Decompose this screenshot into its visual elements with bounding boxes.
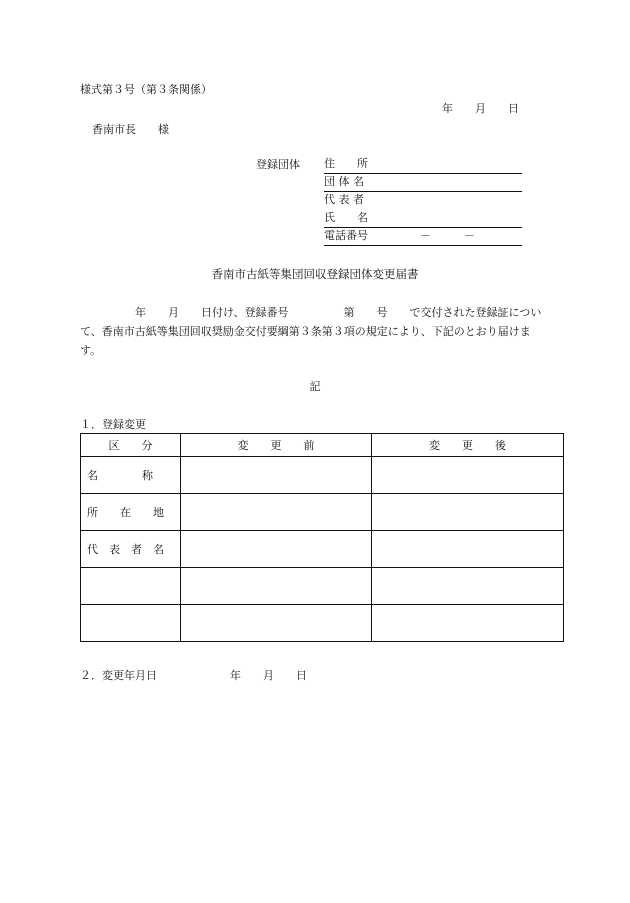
table-row <box>81 494 564 531</box>
phone-field[interactable] <box>324 227 522 246</box>
phone-label: 電話番号 <box>324 229 368 242</box>
table-row <box>81 531 564 568</box>
row-category: 名 称 <box>81 457 181 494</box>
body-paragraph: 年 月 日付け、登録番号 第 号 で交付された登録証について、香南市古紙等集団回収奨励金交付要綱第３条第３項の規定により、下記のとおり届けます。 <box>80 306 542 357</box>
after-cell[interactable] <box>372 568 564 605</box>
form-number: 様式第３号（第３条関係） <box>80 83 212 96</box>
representative-label: 代 表 者 <box>324 193 364 206</box>
addressee: 香南市長 様 <box>92 123 169 136</box>
change-date: 年 月 日 <box>230 669 307 682</box>
address-label: 住 所 <box>324 157 368 170</box>
address-field[interactable] <box>324 155 522 174</box>
document-title: 香南市古紙等集団回収登録団体変更届書 <box>211 267 419 281</box>
row-category: 所 在 地 <box>81 494 181 531</box>
row-category[interactable] <box>81 568 181 605</box>
change-table <box>80 433 564 642</box>
before-cell[interactable] <box>181 457 372 494</box>
header-category: 区 分 <box>81 434 181 457</box>
before-cell[interactable] <box>181 568 372 605</box>
registered-group-label: 登録団体 <box>256 158 300 171</box>
before-cell[interactable] <box>181 494 372 531</box>
header-after: 変 更 後 <box>372 434 564 457</box>
before-cell[interactable] <box>181 531 372 568</box>
submission-date: 年 月 日 <box>442 102 519 115</box>
representative-name-field[interactable] <box>324 209 522 228</box>
section1-heading: １．登録変更 <box>80 418 146 431</box>
section2-heading: ２．変更年月日 <box>80 669 157 682</box>
header-before: 変 更 前 <box>181 434 372 457</box>
row-category[interactable] <box>81 605 181 642</box>
phone-dashes: － － <box>420 229 475 242</box>
ki-notation: 記 <box>309 380 321 393</box>
row-category: 代 表 者 名 <box>81 531 181 568</box>
name-label: 氏 名 <box>324 211 368 224</box>
after-cell[interactable] <box>372 605 564 642</box>
table-header-row <box>81 434 564 457</box>
after-cell[interactable] <box>372 457 564 494</box>
group-name-field[interactable] <box>324 173 522 192</box>
table-row <box>81 457 564 494</box>
after-cell[interactable] <box>372 494 564 531</box>
table-row <box>81 568 564 605</box>
after-cell[interactable] <box>372 531 564 568</box>
group-name-label: 団 体 名 <box>324 175 364 188</box>
table-row <box>81 605 564 642</box>
representative-label-row <box>324 191 522 209</box>
before-cell[interactable] <box>181 605 372 642</box>
